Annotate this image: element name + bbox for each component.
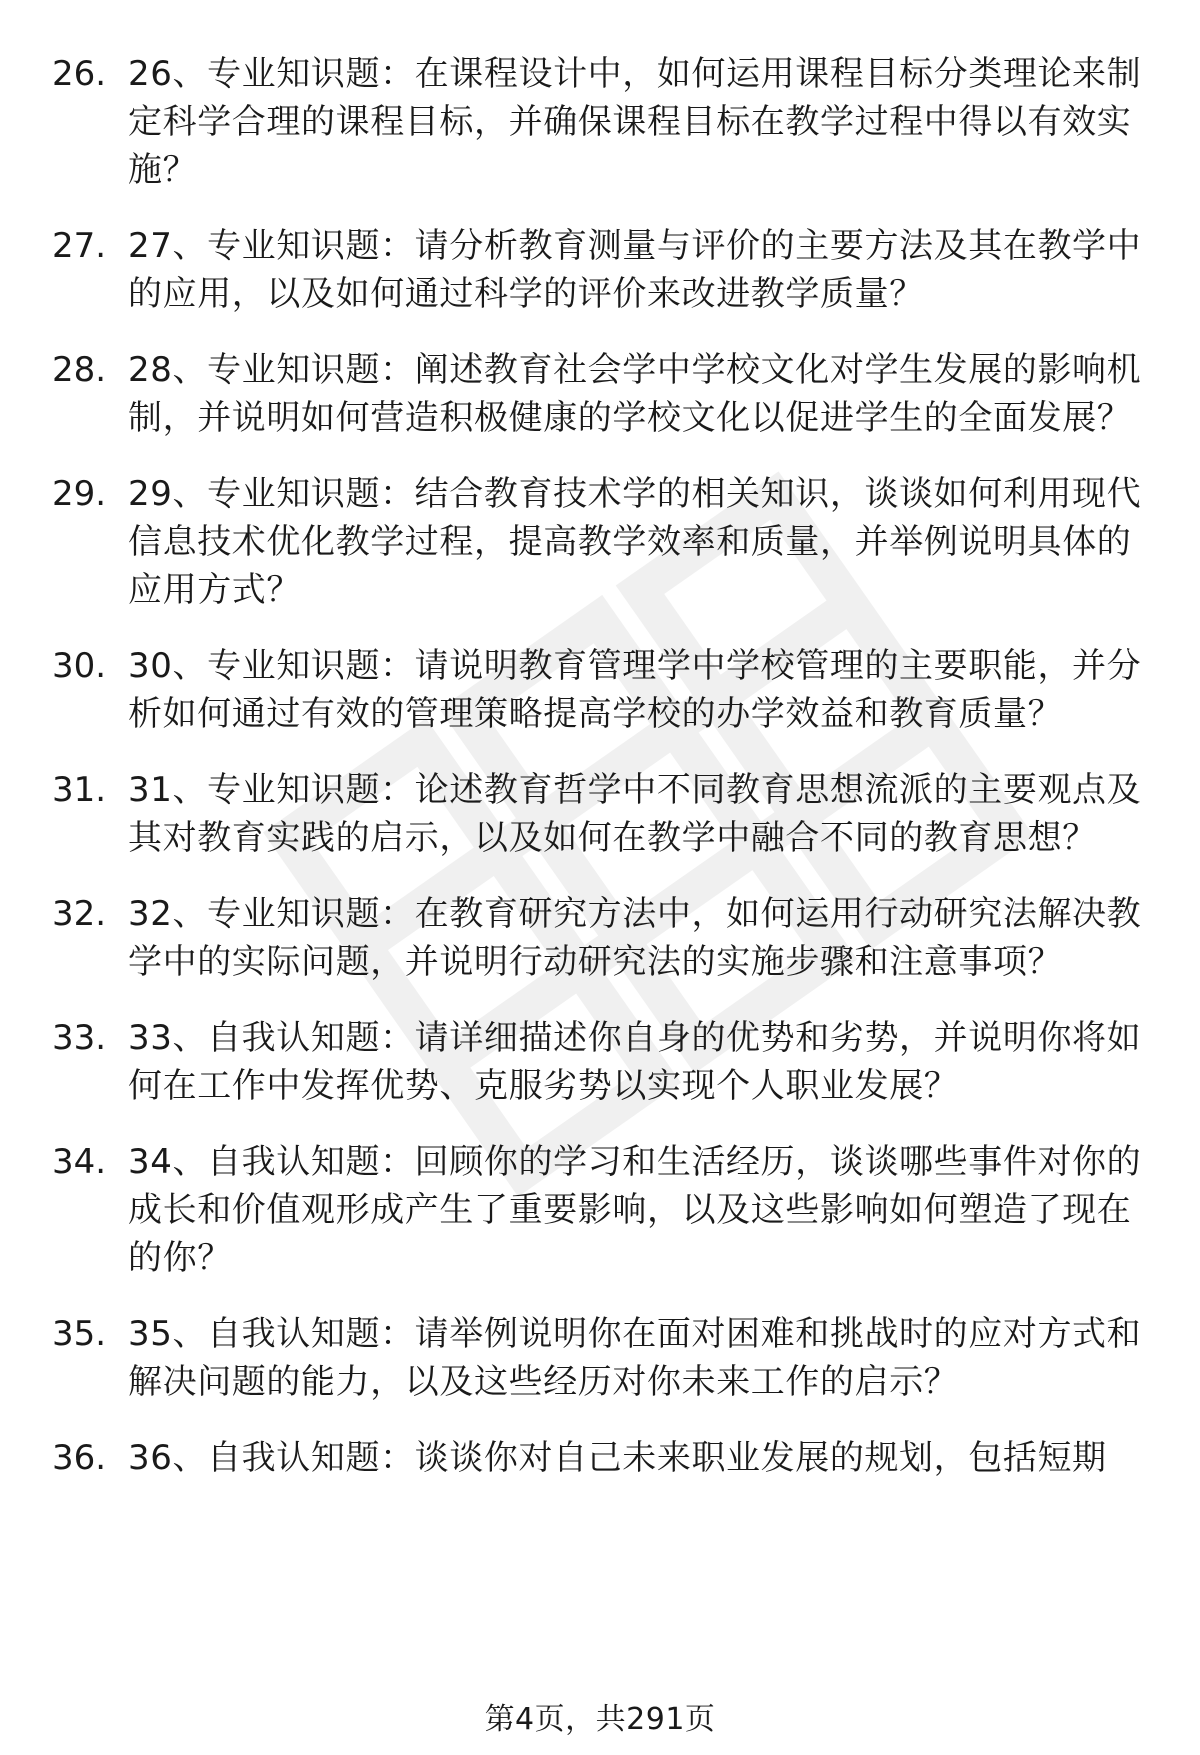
- item-text: 33、自我认知题：请详细描述你自身的优势和劣势，并说明你将如何在工作中发挥优势、克服劣势以实现个人职业发展？: [128, 1018, 1142, 1106]
- item-text: 29、专业知识题：结合教育技术学的相关知识，谈谈如何利用现代信息技术优化教学过程，提高教学效率和质量，并举例说明具体的应用方式？: [128, 474, 1142, 610]
- item-number: 34.: [52, 1142, 107, 1182]
- item-text: 32、专业知识题：在教育研究方法中，如何运用行动研究法解决教学中的实际问题，并说明行动研究法的实施步骤和注意事项？: [128, 894, 1142, 982]
- item-text: 34、自我认知题：回顾你的学习和生活经历，谈谈哪些事件对你的成长和价值观形成产生了重要影响，以及这些影响如何塑造了现在的你？: [128, 1142, 1142, 1278]
- list-item: [0, 50, 1200, 194]
- item-number: 26.: [52, 54, 107, 94]
- item-number: 32.: [52, 894, 107, 934]
- page-number: 第4页，共291页: [484, 1702, 716, 1737]
- list-item: [0, 1014, 1200, 1110]
- item-text: 31、专业知识题：论述教育哲学中不同教育思想流派的主要观点及其对教育实践的启示，以及如何在教学中融合不同的教育思想？: [128, 770, 1142, 858]
- list-item: [0, 222, 1200, 318]
- item-number: 36.: [52, 1438, 107, 1478]
- item-text: 30、专业知识题：请说明教育管理学中学校管理的主要职能，并分析如何通过有效的管理策略提高学校的办学效益和教育质量？: [128, 646, 1142, 734]
- question-list: [0, 50, 1200, 1510]
- item-number: 35.: [52, 1314, 107, 1354]
- list-item: [0, 470, 1200, 614]
- list-item: [0, 642, 1200, 738]
- list-item: [0, 346, 1200, 442]
- item-number: 27.: [52, 226, 107, 266]
- list-item: [0, 766, 1200, 862]
- item-number: 33.: [52, 1018, 107, 1058]
- item-number: 30.: [52, 646, 107, 686]
- item-text: 35、自我认知题：请举例说明你在面对困难和挑战时的应对方式和解决问题的能力，以及这些经历对你未来工作的启示？: [128, 1314, 1142, 1402]
- list-item: [0, 1138, 1200, 1282]
- list-item: [0, 1310, 1200, 1406]
- item-text: 28、专业知识题：阐述教育社会学中学校文化对学生发展的影响机制，并说明如何营造积极健康的学校文化以促进学生的全面发展？: [128, 350, 1142, 438]
- item-number: 28.: [52, 350, 107, 390]
- list-item: [0, 1434, 1200, 1482]
- item-text: 36、自我认知题：谈谈你对自己未来职业发展的规划，包括短期: [128, 1438, 1107, 1478]
- item-text: 27、专业知识题：请分析教育测量与评价的主要方法及其在教学中的应用，以及如何通过科学的评价来改进教学质量？: [128, 226, 1142, 314]
- item-number: 29.: [52, 474, 107, 514]
- item-number: 31.: [52, 770, 107, 810]
- item-text: 26、专业知识题：在课程设计中，如何运用课程目标分类理论来制定科学合理的课程目标，并确保课程目标在教学过程中得以有效实施？: [128, 54, 1142, 190]
- list-item: [0, 890, 1200, 986]
